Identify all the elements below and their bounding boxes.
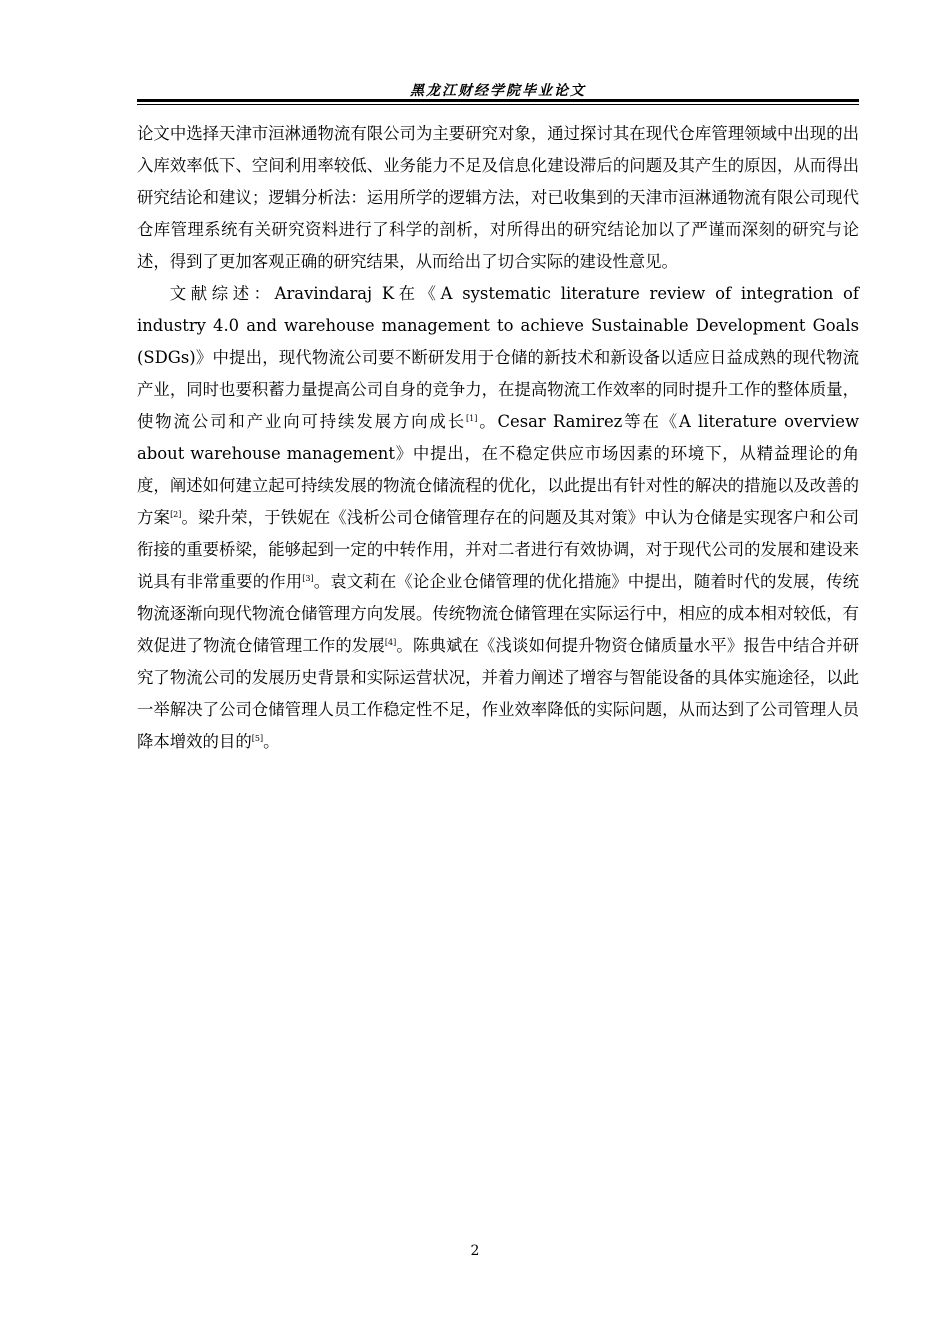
citation-ref-5: [5]	[251, 734, 264, 743]
citation-ref-2: [2]	[170, 510, 182, 519]
header-rule-thick	[137, 99, 859, 102]
paragraph-literature-review	[137, 278, 859, 758]
document-body	[137, 118, 859, 758]
sentence-text: 。袁文莉在《论企业仓储管理的优化措施》中提出，随着时代的发展，传统物流逐渐向现代物流仓储管理方向发展。传统物流仓储管理在实际运行中，相应的成本相对较低，有效促进了物流仓储管理工作的发展	[137, 572, 860, 655]
citation-ref-4: [4]	[384, 638, 397, 647]
citation-ref-3: [3]	[302, 574, 314, 583]
sentence-text: 。	[263, 732, 280, 751]
sentence-text: 。陈典斌在《浅谈如何提升物资仓储质量水平》报告中结合并研究了物流公司的发展历史背景和实际运营状况，并着力阐述了增容与智能设备的具体实施途径，以此一举解决了公司仓储管理人员工作稳定性不足，作业效率降低的实际问题，从而达到了公司管理人员降本增效的目的	[137, 636, 860, 751]
sentence-text: 。梁升荣，于铁妮在《浅析公司仓储管理存在的问题及其对策》中认为仓储是实现客户和公司衔接的重要桥梁，能够起到一定的中转作用，并对二者进行有效协调，对于现代公司的发展和建设来说具有非常重要的作用	[137, 508, 860, 591]
sentence-text: 。Cesar Ramirez等在《A literature overview about warehouse management》中提出，在不稳定供应市场因素的环境下，从精益理论的角度，阐述如何建立起可持续发展的物流仓储流程的优化，以此提出有针对性的解决的措施以及改善的方案	[137, 412, 860, 527]
page-number: 2	[470, 1243, 480, 1259]
paragraph-methods: 论文中选择天津市洹淋通物流有限公司为主要研究对象，通过探讨其在现代仓库管理领域中出现的出入库效率低下、空间利用率较低、业务能力不足及信息化建设滞后的问题及其产生的原因，从而得出研究结论和建议；逻辑分析法：运用所学的逻辑方法，对已收集到的天津市洹淋通物流有限公司现代仓库管理系统有关研究资料进行了科学的剖析，对所得出的研究结论加以了严谨而深刻的研究与论述，得到了更加客观正确的研究结果，从而给出了切合实际的建设性意见。	[137, 124, 859, 271]
header-rule-thin	[137, 104, 859, 105]
citation-ref-1: [1]	[466, 414, 478, 423]
page-header-title: 黑龙江财经学院毕业论文	[410, 83, 586, 99]
sentence-text: 文献综述：Aravindaraj K在《A systematic literature review of integration of industry 4.0 and warehouse management to achieve Sustainable Development Goals (SDGs)》中提出，现代物流公司要不断研发用于仓储的新技术和新设备以适应日益成熟的现代物流产业，同时也要积蓄力量提高公司自身的竞争力，在提高物流工作效率的同时提升工作的整体质量，使物流公司和产业向可持续发展方向成长	[137, 284, 859, 431]
